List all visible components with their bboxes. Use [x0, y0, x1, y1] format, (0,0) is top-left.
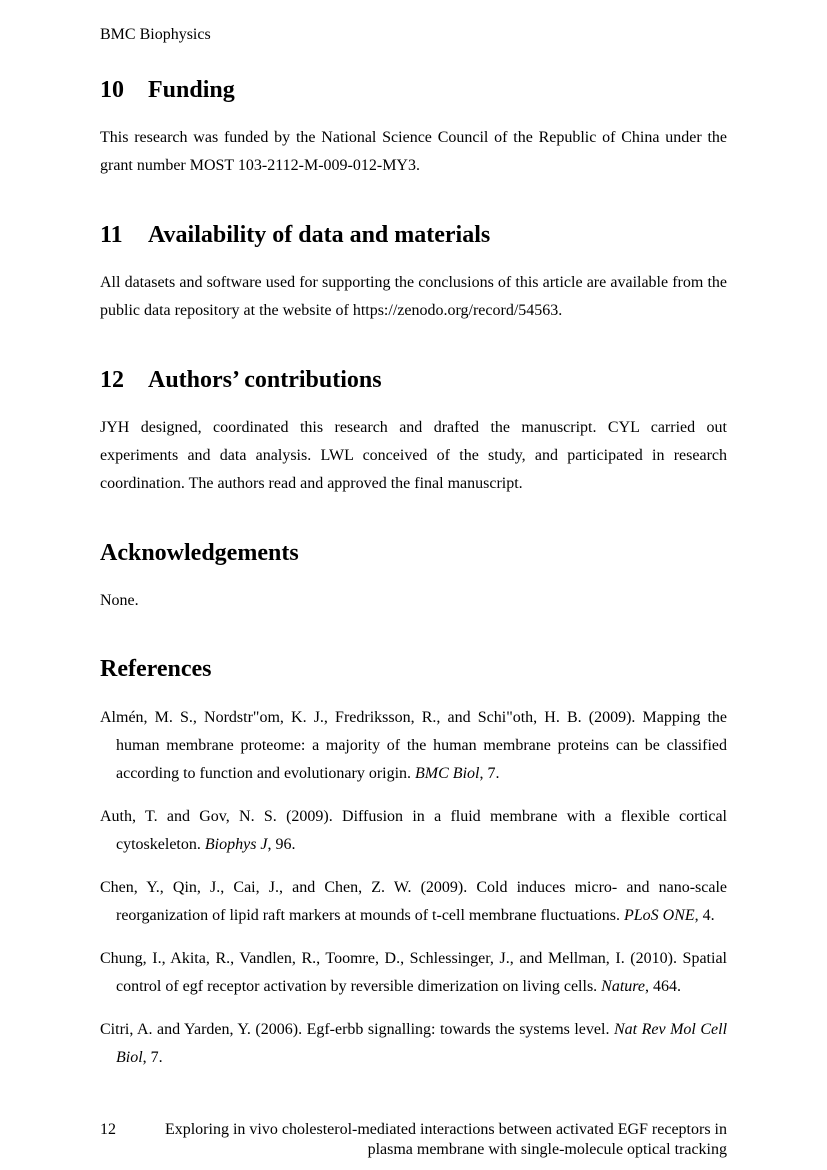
reference-volume: , 7.: [142, 1049, 163, 1066]
section-number: 11: [100, 222, 123, 248]
reference-list: [100, 704, 727, 1072]
section-body: All datasets and software used for supporting the conclusions of this article are available from the public data repository at the website of https://zenodo.org/record/54563.: [100, 274, 727, 319]
running-title: Exploring in vivo cholesterol-mediated interactions between activated EGF receptors in plasma membrane with single-molecule optical tracking: [164, 1121, 727, 1158]
section-heading: References: [100, 656, 212, 682]
reference-volume: , 96.: [267, 836, 296, 853]
journal-header: BMC Biophysics: [100, 26, 211, 43]
reference-item: [100, 945, 727, 1001]
reference-item: [100, 803, 727, 859]
section-body: JYH designed, coordinated this research and drafted the manuscript. CYL carried out experiments and data analysis. LWL conceived of the study, and participated in research coordination. The authors read and approved the final manuscript.: [100, 419, 727, 492]
reference-text: Almén, M. S., Nordstr"om, K. J., Fredriksson, R., and Schi"oth, H. B. (2009). Mapping the human membrane proteome: a majority of the human membrane proteins can be classified according to function and evolutionary origin.: [100, 709, 727, 782]
reference-item: [100, 704, 727, 788]
section-heading: [100, 75, 727, 105]
section-availability: [100, 220, 727, 325]
reference-item: [100, 874, 727, 930]
reference-journal: PLoS ONE: [623, 907, 695, 924]
section-acknowledgements: [100, 538, 727, 615]
section-references: [100, 654, 727, 1072]
section-heading: Acknowledgements: [100, 540, 299, 566]
reference-text: Chung, I., Akita, R., Vandlen, R., Toomre, D., Schlessinger, J., and Mellman, I. (2010). Spatial control of egf receptor activation by reversible dimerization on living cells.: [100, 950, 727, 995]
reference-journal: Nat Rev Mol Cell Biol: [116, 1021, 728, 1066]
reference-journal: BMC Biol: [415, 765, 480, 782]
reference-text: Chen, Y., Qin, J., Cai, J., and Chen, Z. W. (2009). Cold induces micro- and nano-scale reorganization of lipid raft markers at mounds of t-cell membrane fluctuations.: [100, 879, 727, 924]
section-title: Availability of data and materials: [148, 222, 491, 248]
section-body: This research was funded by the National Science Council of the Republic of China under the grant number MOST 103-2112-M-009-012-MY3.: [100, 129, 727, 174]
reference-journal: Nature: [601, 978, 646, 995]
reference-journal: Biophys J: [204, 836, 268, 853]
section-heading: [100, 220, 727, 250]
reference-volume: , 4.: [694, 907, 715, 924]
reference-text: Citri, A. and Yarden, Y. (2006). Egf-erbb signalling: towards the systems level.: [100, 1021, 610, 1038]
section-body: None.: [100, 592, 139, 609]
section-heading: [100, 365, 727, 395]
page-footer: [100, 1120, 727, 1160]
reference-volume: , 7.: [479, 765, 500, 782]
section-title: Funding: [148, 77, 235, 103]
reference-item: [100, 1016, 727, 1072]
section-funding: [100, 75, 727, 180]
section-title: Authors’ contributions: [148, 367, 382, 393]
section-number: 10: [100, 77, 124, 103]
section-contributions: [100, 365, 727, 498]
reference-text: Auth, T. and Gov, N. S. (2009). Diffusion in a fluid membrane with a flexible cortical cytoskeleton.: [100, 808, 727, 853]
section-number: 12: [100, 367, 124, 393]
reference-volume: , 464.: [645, 978, 682, 995]
page-number: 12: [100, 1121, 116, 1138]
